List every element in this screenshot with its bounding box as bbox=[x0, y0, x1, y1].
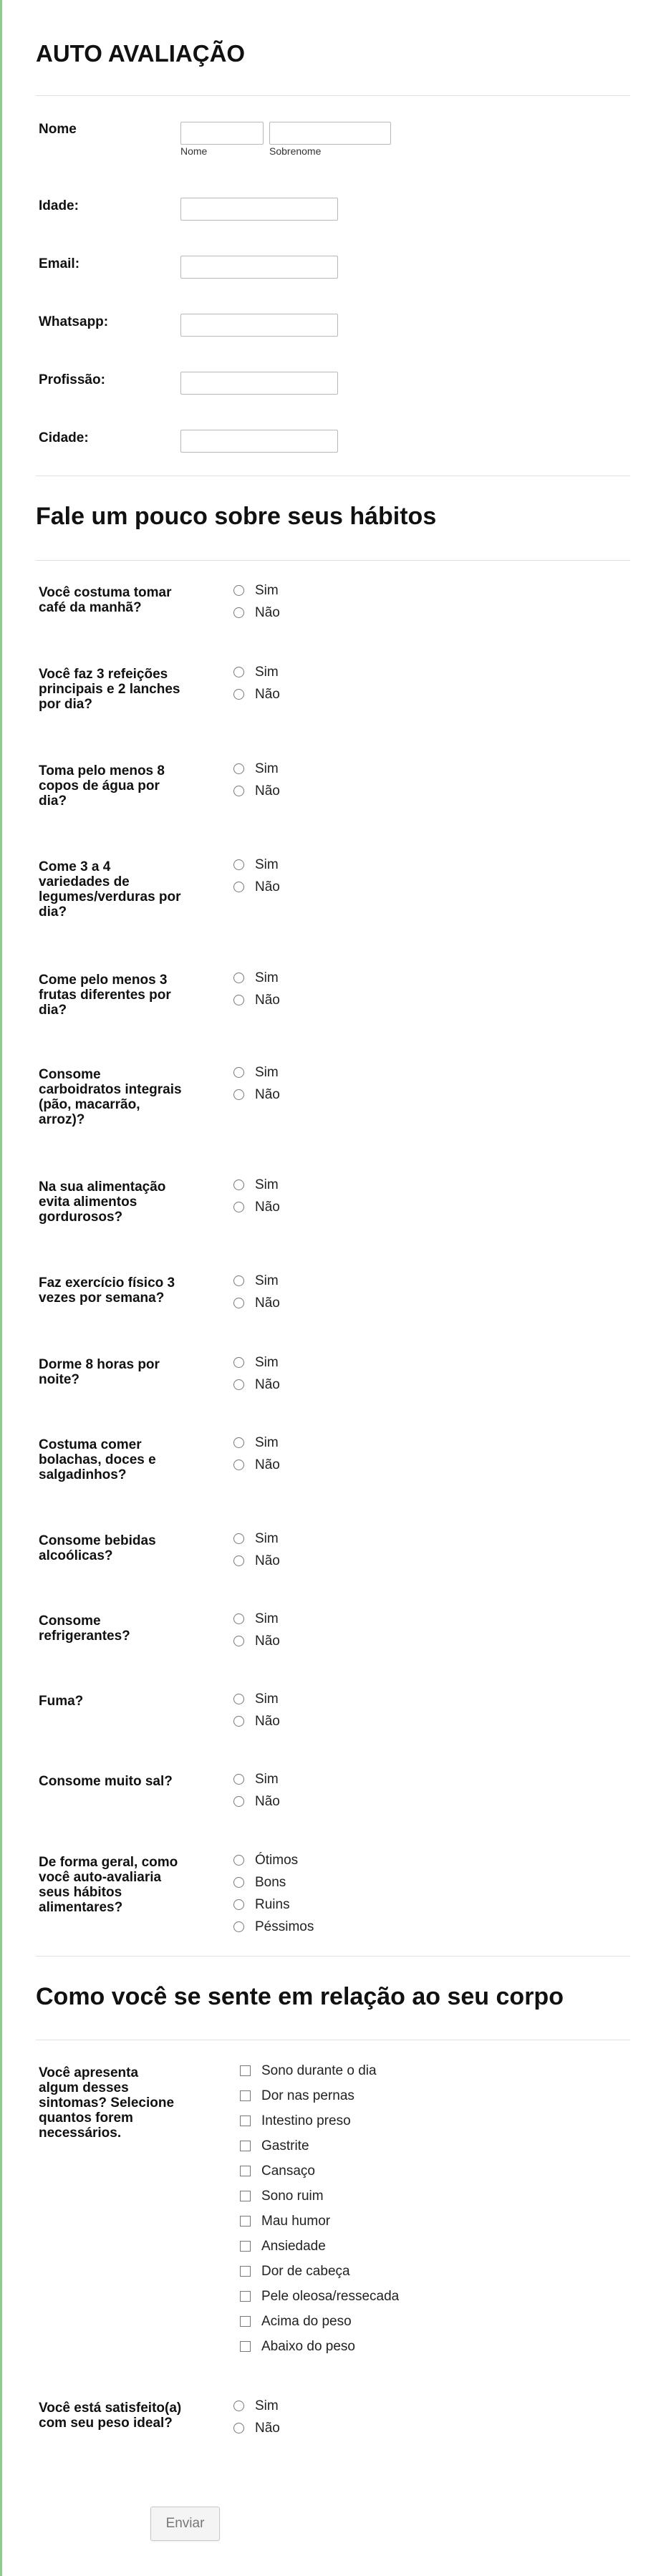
symptoms-row bbox=[39, 2065, 630, 2380]
radio-option[interactable] bbox=[233, 1630, 280, 1652]
first-name-input[interactable] bbox=[180, 122, 264, 145]
option-label: Sono ruim bbox=[261, 2188, 324, 2204]
radio-button[interactable] bbox=[233, 1202, 244, 1212]
option-label: Mau humor bbox=[261, 2213, 331, 2229]
option-label: Sim bbox=[255, 1771, 279, 1787]
question-options bbox=[233, 1174, 280, 1218]
checkbox[interactable] bbox=[240, 2116, 251, 2126]
option-label: Ótimos bbox=[255, 1852, 299, 1868]
radio-button[interactable] bbox=[233, 1089, 244, 1100]
option-label: Dor de cabeça bbox=[261, 2263, 350, 2279]
radio-button[interactable] bbox=[233, 1533, 244, 1544]
question-label: Costuma comer bolachas, doces e salgadinhos? bbox=[39, 1437, 156, 1482]
whatsapp-row bbox=[39, 314, 630, 337]
option-label: Não bbox=[255, 1793, 280, 1809]
option-label: Acima do peso bbox=[261, 2313, 352, 2329]
question-options bbox=[233, 1849, 314, 1938]
question-options bbox=[233, 967, 280, 1011]
option-label: Sim bbox=[255, 1434, 279, 1450]
checkbox-option[interactable] bbox=[240, 2334, 399, 2359]
radio-option[interactable] bbox=[233, 2417, 280, 2439]
question-options bbox=[233, 1061, 280, 1106]
option-label: Não bbox=[255, 604, 280, 620]
question-label: De forma geral, como você auto-avaliaria seus hábitos alimentares? bbox=[39, 1855, 178, 1915]
option-label: Não bbox=[255, 1457, 280, 1472]
option-label: Não bbox=[255, 1199, 280, 1215]
radio-button[interactable] bbox=[233, 1796, 244, 1807]
radio-option[interactable] bbox=[233, 1550, 280, 1572]
option-label: Não bbox=[255, 1376, 280, 1392]
radio-button[interactable] bbox=[233, 1694, 244, 1704]
question-label: Na sua alimentação evita alimentos gordurosos? bbox=[39, 1180, 166, 1225]
radio-option[interactable] bbox=[233, 1871, 314, 1894]
checkbox-option[interactable] bbox=[240, 2259, 399, 2284]
radio-option[interactable] bbox=[233, 1351, 280, 1374]
radio-button[interactable] bbox=[233, 2423, 244, 2433]
age-input[interactable] bbox=[180, 198, 338, 221]
radio-option[interactable] bbox=[233, 1084, 280, 1106]
email-label: Email: bbox=[39, 256, 80, 271]
option-label: Não bbox=[255, 992, 280, 1008]
option-label: Não bbox=[255, 783, 280, 799]
satisfied-label: Você está satisfeito(a) com seu peso ideal? bbox=[39, 2401, 182, 2431]
option-label: Bons bbox=[255, 1874, 286, 1890]
radio-button[interactable] bbox=[233, 1379, 244, 1390]
option-label: Não bbox=[255, 2420, 280, 2436]
radio-button[interactable] bbox=[233, 1921, 244, 1932]
option-label: Intestino preso bbox=[261, 2113, 351, 2128]
question-options bbox=[233, 758, 280, 802]
radio-option[interactable] bbox=[233, 1374, 280, 1396]
last-name-input[interactable] bbox=[269, 122, 391, 145]
body-heading: Como você se sente em relação ao seu corpo bbox=[36, 1983, 564, 2010]
city-label: Cidade: bbox=[39, 430, 89, 445]
checkbox[interactable] bbox=[240, 2341, 251, 2352]
whatsapp-label: Whatsapp: bbox=[39, 314, 109, 329]
checkbox-option[interactable] bbox=[240, 2284, 399, 2309]
name-row bbox=[39, 122, 630, 165]
radio-button[interactable] bbox=[233, 1877, 244, 1888]
radio-option[interactable] bbox=[233, 1710, 280, 1732]
email-input[interactable] bbox=[180, 256, 338, 279]
last-name-sublabel: Sobrenome bbox=[269, 145, 322, 157]
radio-option[interactable] bbox=[233, 1768, 280, 1790]
question-options bbox=[233, 1608, 280, 1652]
radio-option[interactable] bbox=[233, 780, 280, 802]
radio-button[interactable] bbox=[233, 882, 244, 892]
option-label: Não bbox=[255, 1633, 280, 1649]
symptoms-label: Você apresenta algum desses sintomas? Selecione quantos forem necessários. bbox=[39, 2065, 175, 2141]
radio-option[interactable] bbox=[233, 1270, 280, 1292]
whatsapp-input[interactable] bbox=[180, 314, 338, 337]
question-options bbox=[233, 1270, 280, 1314]
page-title: AUTO AVALIAÇÃO bbox=[36, 40, 246, 67]
question-label: Toma pelo menos 8 copos de água por dia? bbox=[39, 763, 165, 809]
checkbox[interactable] bbox=[240, 2065, 251, 2076]
question-options bbox=[233, 1432, 280, 1476]
age-label: Idade: bbox=[39, 198, 79, 213]
option-label: Sim bbox=[255, 761, 279, 776]
radio-button[interactable] bbox=[233, 1855, 244, 1866]
option-label: Ansiedade bbox=[261, 2238, 326, 2254]
checkbox-option[interactable] bbox=[240, 2083, 399, 2108]
radio-option[interactable] bbox=[233, 1528, 280, 1550]
satisfied-row bbox=[39, 2398, 630, 2458]
option-label: Sim bbox=[255, 970, 279, 985]
radio-button[interactable] bbox=[233, 1636, 244, 1646]
question-label: Fuma? bbox=[39, 1694, 84, 1709]
submit-button[interactable]: Enviar bbox=[150, 2507, 220, 2541]
radio-option[interactable] bbox=[233, 1688, 280, 1710]
radio-option[interactable] bbox=[233, 758, 280, 780]
checkbox-option[interactable] bbox=[240, 2108, 399, 2133]
checkbox[interactable] bbox=[240, 2241, 251, 2252]
question-options bbox=[233, 579, 280, 624]
profession-input[interactable] bbox=[180, 372, 338, 395]
radio-option[interactable] bbox=[233, 989, 280, 1011]
divider bbox=[36, 95, 630, 96]
radio-option[interactable] bbox=[233, 1916, 314, 1938]
question-options bbox=[233, 1768, 280, 1813]
radio-button[interactable] bbox=[233, 1067, 244, 1078]
option-label: Não bbox=[255, 879, 280, 894]
option-label: Não bbox=[255, 1553, 280, 1568]
habits-heading: Fale um pouco sobre seus hábitos bbox=[36, 503, 437, 530]
radio-button[interactable] bbox=[233, 859, 244, 870]
question-label: Come 3 a 4 variedades de legumes/verduras por dia? bbox=[39, 859, 181, 920]
option-label: Sim bbox=[255, 1354, 279, 1370]
radio-option[interactable] bbox=[233, 1061, 280, 1084]
question-options bbox=[233, 854, 280, 898]
option-label: Dor nas pernas bbox=[261, 2088, 354, 2103]
radio-option[interactable] bbox=[233, 1790, 280, 1813]
radio-option[interactable] bbox=[233, 876, 280, 898]
radio-button[interactable] bbox=[233, 1460, 244, 1470]
radio-button[interactable] bbox=[233, 973, 244, 983]
satisfied-options bbox=[233, 2395, 280, 2439]
radio-option[interactable] bbox=[233, 1292, 280, 1314]
question-options bbox=[233, 661, 280, 705]
checkbox[interactable] bbox=[240, 2316, 251, 2327]
city-row bbox=[39, 430, 630, 453]
question-options bbox=[233, 1351, 280, 1396]
option-label: Cansaço bbox=[261, 2163, 315, 2179]
question-label: Faz exercício físico 3 vezes por semana? bbox=[39, 1275, 175, 1306]
option-label: Sim bbox=[255, 1064, 279, 1080]
radio-button[interactable] bbox=[233, 1357, 244, 1368]
option-label: Sim bbox=[255, 1177, 279, 1192]
age-row bbox=[39, 198, 630, 221]
option-label: Não bbox=[255, 1295, 280, 1311]
radio-button[interactable] bbox=[233, 1774, 244, 1785]
radio-option[interactable] bbox=[233, 1849, 314, 1871]
option-label: Ruins bbox=[255, 1896, 290, 1912]
radio-option[interactable] bbox=[233, 1608, 280, 1630]
radio-button[interactable] bbox=[233, 1899, 244, 1910]
option-label: Péssimos bbox=[255, 1919, 314, 1934]
radio-option[interactable] bbox=[233, 2395, 280, 2417]
radio-button[interactable] bbox=[233, 1555, 244, 1566]
question-label: Consome muito sal? bbox=[39, 1774, 173, 1789]
checkbox[interactable] bbox=[240, 2291, 251, 2302]
radio-button[interactable] bbox=[233, 763, 244, 774]
checkbox[interactable] bbox=[240, 2216, 251, 2227]
checkbox[interactable] bbox=[240, 2090, 251, 2101]
radio-button[interactable] bbox=[233, 1716, 244, 1727]
city-input[interactable] bbox=[180, 430, 338, 453]
option-label: Abaixo do peso bbox=[261, 2338, 355, 2354]
option-label: Pele oleosa/ressecada bbox=[261, 2288, 400, 2304]
radio-button[interactable] bbox=[233, 585, 244, 596]
radio-option[interactable] bbox=[233, 683, 280, 705]
checkbox-option[interactable] bbox=[240, 2184, 399, 2209]
radio-button[interactable] bbox=[233, 1437, 244, 1448]
option-label: Não bbox=[255, 1713, 280, 1729]
option-label: Gastrite bbox=[261, 2138, 309, 2153]
option-label: Sim bbox=[255, 1611, 279, 1626]
question-label: Come pelo menos 3 frutas diferentes por dia? bbox=[39, 973, 171, 1018]
option-label: Sim bbox=[255, 857, 279, 872]
symptoms-options bbox=[240, 2058, 399, 2359]
checkbox-option[interactable] bbox=[240, 2158, 399, 2184]
option-label: Sim bbox=[255, 2398, 279, 2413]
radio-button[interactable] bbox=[233, 995, 244, 1005]
option-label: Sim bbox=[255, 1691, 279, 1707]
checkbox-option[interactable] bbox=[240, 2133, 399, 2158]
divider bbox=[36, 560, 630, 561]
option-label: Não bbox=[255, 1086, 280, 1102]
radio-option[interactable] bbox=[233, 967, 280, 989]
checkbox[interactable] bbox=[240, 2141, 251, 2151]
radio-button[interactable] bbox=[233, 689, 244, 700]
checkbox[interactable] bbox=[240, 2191, 251, 2201]
radio-option[interactable] bbox=[233, 1432, 280, 1454]
question-label: Consome bebidas alcoólicas? bbox=[39, 1533, 156, 1563]
checkbox-option[interactable] bbox=[240, 2309, 399, 2334]
question-label: Consome carboidratos integrais (pão, macarrão, arroz)? bbox=[39, 1067, 182, 1127]
radio-option[interactable] bbox=[233, 1174, 280, 1196]
question-options bbox=[233, 1688, 280, 1732]
radio-button[interactable] bbox=[233, 2401, 244, 2411]
question-label: Consome refrigerantes? bbox=[39, 1613, 130, 1644]
first-name-sublabel: Nome bbox=[180, 145, 208, 157]
option-label: Não bbox=[255, 686, 280, 702]
option-label: Sim bbox=[255, 664, 279, 680]
option-label: Sono durante o dia bbox=[261, 2063, 377, 2078]
name-label: Nome bbox=[39, 122, 77, 137]
profession-row bbox=[39, 372, 630, 395]
radio-button[interactable] bbox=[233, 786, 244, 796]
option-label: Sim bbox=[255, 1273, 279, 1288]
radio-button[interactable] bbox=[233, 607, 244, 618]
radio-button[interactable] bbox=[233, 1180, 244, 1190]
profession-label: Profissão: bbox=[39, 372, 105, 387]
radio-option[interactable] bbox=[233, 1454, 280, 1476]
divider bbox=[36, 1956, 630, 1957]
question-label: Dorme 8 horas por noite? bbox=[39, 1357, 160, 1387]
checkbox[interactable] bbox=[240, 2266, 251, 2277]
radio-option[interactable] bbox=[233, 1894, 314, 1916]
radio-option[interactable] bbox=[233, 661, 280, 683]
radio-button[interactable] bbox=[233, 667, 244, 677]
radio-button[interactable] bbox=[233, 1275, 244, 1286]
radio-option[interactable] bbox=[233, 1196, 280, 1218]
email-row bbox=[39, 256, 630, 279]
checkbox[interactable] bbox=[240, 2166, 251, 2176]
checkbox-option[interactable] bbox=[240, 2209, 399, 2234]
radio-option[interactable] bbox=[233, 854, 280, 876]
question-label: Você faz 3 refeições principais e 2 lanches por dia? bbox=[39, 667, 180, 712]
question-options bbox=[233, 1528, 280, 1572]
option-label: Sim bbox=[255, 1530, 279, 1546]
radio-option[interactable] bbox=[233, 602, 280, 624]
radio-button[interactable] bbox=[233, 1613, 244, 1624]
radio-option[interactable] bbox=[233, 579, 280, 602]
checkbox-option[interactable] bbox=[240, 2234, 399, 2259]
question-label: Você costuma tomar café da manhã? bbox=[39, 585, 172, 615]
checkbox-option[interactable] bbox=[240, 2058, 399, 2083]
radio-button[interactable] bbox=[233, 1298, 244, 1308]
option-label: Sim bbox=[255, 582, 279, 598]
left-accent-bar bbox=[0, 0, 2, 2576]
